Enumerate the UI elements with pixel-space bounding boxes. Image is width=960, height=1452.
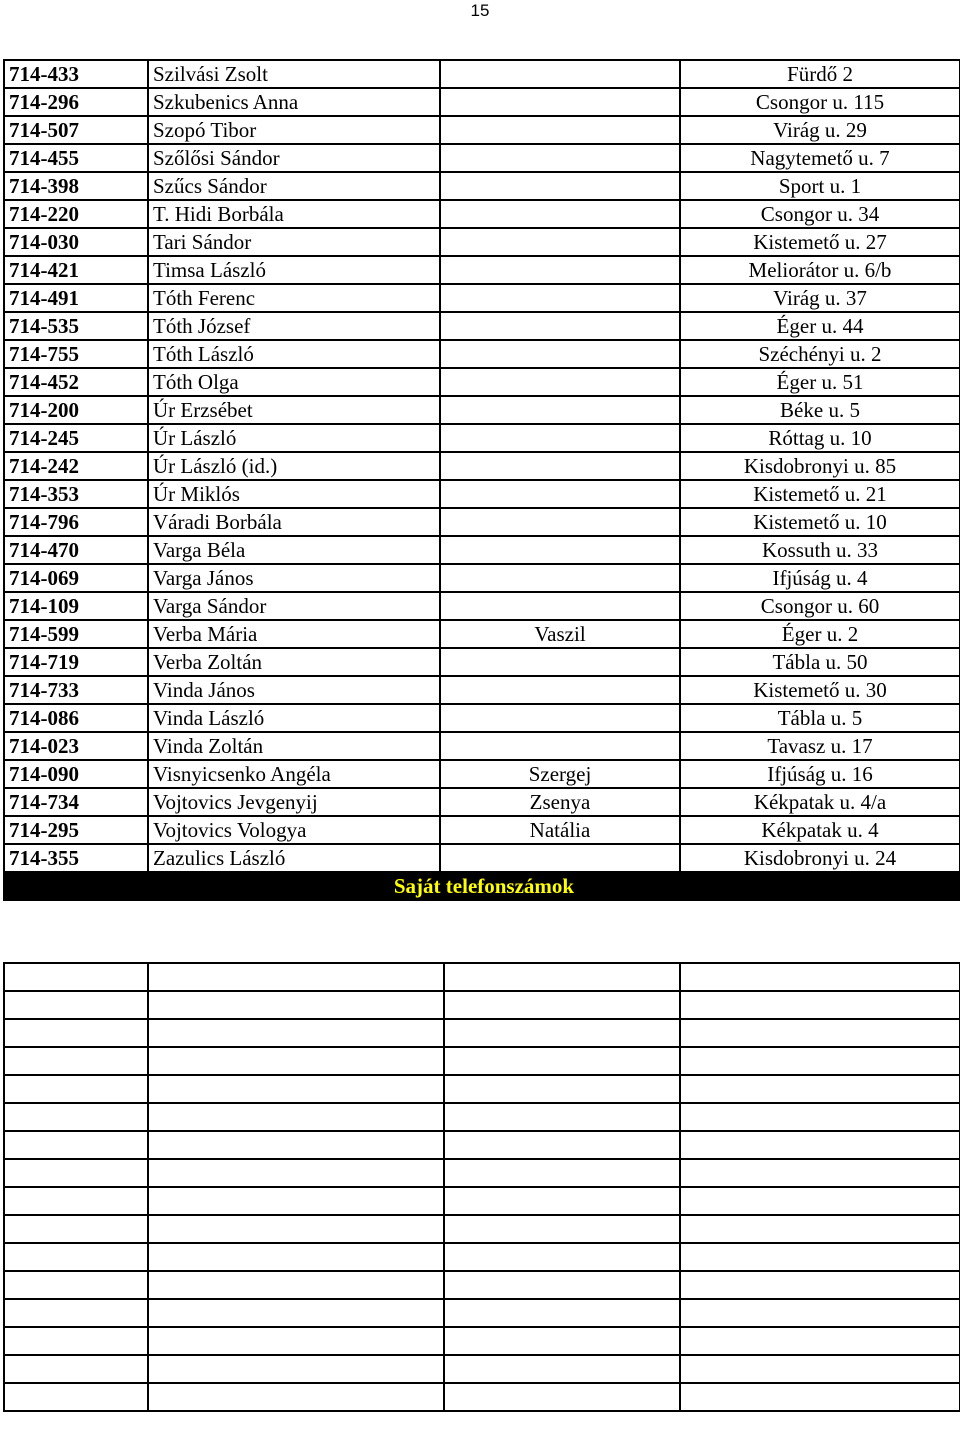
extra-name-cell — [440, 172, 680, 200]
extra-name-cell: Zsenya — [440, 788, 680, 816]
blank-cell — [680, 1019, 960, 1047]
subscriber-name-cell: Szűcs Sándor — [148, 172, 440, 200]
blank-cell — [148, 1159, 444, 1187]
phone-number-cell: 714-220 — [4, 200, 148, 228]
directory-row — [4, 480, 960, 508]
extra-name-cell — [440, 508, 680, 536]
blank-cell — [148, 1131, 444, 1159]
blank-cell — [680, 1187, 960, 1215]
extra-name-cell — [440, 396, 680, 424]
address-cell: Virág u. 29 — [680, 116, 960, 144]
directory-row — [4, 760, 960, 788]
directory-row — [4, 788, 960, 816]
blank-cell — [148, 1075, 444, 1103]
blank-cell — [4, 1355, 148, 1383]
subscriber-name-cell: Úr László (id.) — [148, 452, 440, 480]
directory-row — [4, 200, 960, 228]
blank-cell — [148, 1047, 444, 1075]
subscriber-name-cell: Vojtovics Jevgenyij — [148, 788, 440, 816]
extra-name-cell — [440, 676, 680, 704]
directory-row — [4, 704, 960, 732]
extra-name-cell — [440, 256, 680, 284]
directory-row — [4, 368, 960, 396]
phone-number-cell: 714-421 — [4, 256, 148, 284]
subscriber-name-cell: Varga Sándor — [148, 592, 440, 620]
phone-number-cell: 714-069 — [4, 564, 148, 592]
address-cell: Kistemető u. 10 — [680, 508, 960, 536]
address-cell: Tábla u. 50 — [680, 648, 960, 676]
blank-entry-body — [4, 963, 960, 1411]
address-cell: Csongor u. 60 — [680, 592, 960, 620]
subscriber-name-cell: Verba Mária — [148, 620, 440, 648]
address-cell: Nagytemető u. 7 — [680, 144, 960, 172]
address-cell: Tábla u. 5 — [680, 704, 960, 732]
directory-row — [4, 116, 960, 144]
subscriber-name-cell: Varga Béla — [148, 536, 440, 564]
page-number: 15 — [470, 1, 490, 20]
address-cell: Kossuth u. 33 — [680, 536, 960, 564]
blank-cell — [4, 1019, 148, 1047]
subscriber-name-cell: Úr Miklós — [148, 480, 440, 508]
extra-name-cell — [440, 536, 680, 564]
subscriber-name-cell: T. Hidi Borbála — [148, 200, 440, 228]
address-cell: Csongor u. 115 — [680, 88, 960, 116]
phone-number-cell: 714-023 — [4, 732, 148, 760]
address-cell: Kisdobronyi u. 24 — [680, 844, 960, 872]
phone-number-cell: 714-455 — [4, 144, 148, 172]
subscriber-name-cell: Verba Zoltán — [148, 648, 440, 676]
blank-cell — [4, 963, 148, 991]
phone-number-cell: 714-734 — [4, 788, 148, 816]
subscriber-name-cell: Szopó Tibor — [148, 116, 440, 144]
blank-cell — [4, 1103, 148, 1131]
phone-number-cell: 714-535 — [4, 312, 148, 340]
blank-cell — [148, 963, 444, 991]
directory-row — [4, 60, 960, 88]
subscriber-name-cell: Szőlősi Sándor — [148, 144, 440, 172]
blank-cell — [444, 1187, 680, 1215]
directory-row — [4, 648, 960, 676]
blank-cell — [680, 1159, 960, 1187]
blank-cell — [444, 1131, 680, 1159]
subscriber-name-cell: Váradi Borbála — [148, 508, 440, 536]
blank-cell — [4, 1047, 148, 1075]
directory-row — [4, 732, 960, 760]
blank-cell — [444, 1327, 680, 1355]
blank-cell — [444, 1271, 680, 1299]
blank-row — [4, 1327, 960, 1355]
address-cell: Éger u. 51 — [680, 368, 960, 396]
phone-number-cell: 714-796 — [4, 508, 148, 536]
subscriber-name-cell: Visnyicsenko Angéla — [148, 760, 440, 788]
phone-number-cell: 714-355 — [4, 844, 148, 872]
blank-cell — [4, 1215, 148, 1243]
extra-name-cell — [440, 312, 680, 340]
extra-name-cell — [440, 340, 680, 368]
extra-name-cell: Vaszil — [440, 620, 680, 648]
extra-name-cell — [440, 732, 680, 760]
blank-cell — [148, 1271, 444, 1299]
blank-cell — [680, 1215, 960, 1243]
blank-cell — [4, 1327, 148, 1355]
directory-row — [4, 536, 960, 564]
blank-cell — [148, 1215, 444, 1243]
blank-cell — [148, 991, 444, 1019]
blank-cell — [444, 963, 680, 991]
blank-row — [4, 1299, 960, 1327]
phone-directory-table — [3, 59, 960, 901]
phone-number-cell: 714-491 — [4, 284, 148, 312]
address-cell: Csongor u. 34 — [680, 200, 960, 228]
blank-cell — [4, 1383, 148, 1411]
blank-cell — [444, 1243, 680, 1271]
extra-name-cell: Natália — [440, 816, 680, 844]
phone-number-cell: 714-755 — [4, 340, 148, 368]
subscriber-name-cell: Tóth Olga — [148, 368, 440, 396]
address-cell: Kistemető u. 27 — [680, 228, 960, 256]
subscriber-name-cell: Tóth László — [148, 340, 440, 368]
blank-row — [4, 963, 960, 991]
blank-row — [4, 1047, 960, 1075]
blank-cell — [148, 1327, 444, 1355]
blank-cell — [444, 1047, 680, 1075]
directory-row — [4, 396, 960, 424]
blank-row — [4, 1187, 960, 1215]
phone-number-cell: 714-452 — [4, 368, 148, 396]
directory-row — [4, 144, 960, 172]
phone-number-cell: 714-353 — [4, 480, 148, 508]
blank-cell — [680, 1327, 960, 1355]
address-cell: Kékpatak u. 4 — [680, 816, 960, 844]
directory-row — [4, 228, 960, 256]
address-cell: Ifjúság u. 16 — [680, 760, 960, 788]
blank-cell — [4, 1271, 148, 1299]
blank-cell — [4, 1243, 148, 1271]
subscriber-name-cell: Vinda László — [148, 704, 440, 732]
subscriber-name-cell: Tari Sándor — [148, 228, 440, 256]
blank-row — [4, 991, 960, 1019]
subscriber-name-cell: Vojtovics Vologya — [148, 816, 440, 844]
address-cell: Kisdobronyi u. 85 — [680, 452, 960, 480]
blank-cell — [680, 1047, 960, 1075]
subscriber-name-cell: Úr Erzsébet — [148, 396, 440, 424]
address-cell: Éger u. 2 — [680, 620, 960, 648]
blank-row — [4, 1271, 960, 1299]
extra-name-cell — [440, 88, 680, 116]
extra-name-cell — [440, 228, 680, 256]
phone-number-cell: 714-470 — [4, 536, 148, 564]
address-cell: Meliorátor u. 6/b — [680, 256, 960, 284]
blank-cell — [148, 1103, 444, 1131]
phone-number-cell: 714-296 — [4, 88, 148, 116]
phone-number-cell: 714-245 — [4, 424, 148, 452]
blank-cell — [444, 991, 680, 1019]
blank-cell — [680, 1355, 960, 1383]
extra-name-cell — [440, 648, 680, 676]
blank-cell — [680, 1131, 960, 1159]
blank-cell — [148, 1019, 444, 1047]
subscriber-name-cell: Vinda János — [148, 676, 440, 704]
address-cell: Kékpatak u. 4/a — [680, 788, 960, 816]
section-header-own-numbers: Saját telefonszámok — [4, 872, 960, 900]
directory-row — [4, 256, 960, 284]
blank-cell — [4, 1159, 148, 1187]
directory-row — [4, 564, 960, 592]
blank-cell — [444, 1159, 680, 1187]
directory-row — [4, 592, 960, 620]
directory-row — [4, 508, 960, 536]
extra-name-cell — [440, 480, 680, 508]
address-cell: Róttag u. 10 — [680, 424, 960, 452]
address-cell: Fürdő 2 — [680, 60, 960, 88]
address-cell: Széchényi u. 2 — [680, 340, 960, 368]
blank-row — [4, 1075, 960, 1103]
subscriber-name-cell: Szkubenics Anna — [148, 88, 440, 116]
directory-row — [4, 424, 960, 452]
phone-number-cell: 714-109 — [4, 592, 148, 620]
extra-name-cell — [440, 704, 680, 732]
directory-row — [4, 88, 960, 116]
address-cell: Virág u. 37 — [680, 284, 960, 312]
blank-cell — [680, 1299, 960, 1327]
directory-row — [4, 844, 960, 872]
blank-row — [4, 1383, 960, 1411]
address-cell: Béke u. 5 — [680, 396, 960, 424]
phone-number-cell: 714-200 — [4, 396, 148, 424]
subscriber-name-cell: Zazulics László — [148, 844, 440, 872]
extra-name-cell — [440, 284, 680, 312]
directory-row — [4, 620, 960, 648]
blank-row — [4, 1131, 960, 1159]
address-cell: Kistemető u. 30 — [680, 676, 960, 704]
phone-number-cell: 714-242 — [4, 452, 148, 480]
subscriber-name-cell: Úr László — [148, 424, 440, 452]
phone-number-cell: 714-295 — [4, 816, 148, 844]
blank-cell — [444, 1299, 680, 1327]
subscriber-name-cell: Vinda Zoltán — [148, 732, 440, 760]
phone-number-cell: 714-599 — [4, 620, 148, 648]
blank-cell — [680, 1075, 960, 1103]
extra-name-cell — [440, 144, 680, 172]
address-cell: Tavasz u. 17 — [680, 732, 960, 760]
blank-cell — [444, 1383, 680, 1411]
directory-row — [4, 312, 960, 340]
blank-cell — [148, 1299, 444, 1327]
extra-name-cell — [440, 200, 680, 228]
directory-row — [4, 676, 960, 704]
extra-name-cell — [440, 844, 680, 872]
phone-directory-body — [4, 60, 960, 872]
extra-name-cell — [440, 60, 680, 88]
directory-row — [4, 284, 960, 312]
blank-cell — [680, 1103, 960, 1131]
extra-name-cell — [440, 592, 680, 620]
address-cell: Kistemető u. 21 — [680, 480, 960, 508]
blank-row — [4, 1159, 960, 1187]
blank-row — [4, 1243, 960, 1271]
blank-cell — [680, 1271, 960, 1299]
blank-cell — [444, 1019, 680, 1047]
blank-cell — [148, 1243, 444, 1271]
blank-cell — [680, 963, 960, 991]
blank-cell — [4, 1299, 148, 1327]
blank-row — [4, 1215, 960, 1243]
address-cell: Ifjúság u. 4 — [680, 564, 960, 592]
extra-name-cell — [440, 368, 680, 396]
phone-number-cell: 714-090 — [4, 760, 148, 788]
blank-cell — [4, 1187, 148, 1215]
subscriber-name-cell: Timsa László — [148, 256, 440, 284]
blank-cell — [148, 1383, 444, 1411]
phone-number-cell: 714-030 — [4, 228, 148, 256]
directory-row — [4, 816, 960, 844]
blank-cell — [4, 991, 148, 1019]
subscriber-name-cell: Varga János — [148, 564, 440, 592]
blank-cell — [680, 991, 960, 1019]
extra-name-cell: Szergej — [440, 760, 680, 788]
blank-cell — [444, 1103, 680, 1131]
extra-name-cell — [440, 116, 680, 144]
subscriber-name-cell: Tóth József — [148, 312, 440, 340]
section-header-row — [4, 872, 960, 900]
subscriber-name-cell: Szilvási Zsolt — [148, 60, 440, 88]
blank-cell — [444, 1075, 680, 1103]
blank-cell — [4, 1131, 148, 1159]
address-cell: Sport u. 1 — [680, 172, 960, 200]
directory-row — [4, 172, 960, 200]
phone-number-cell: 714-433 — [4, 60, 148, 88]
phone-number-cell: 714-507 — [4, 116, 148, 144]
blank-cell — [148, 1187, 444, 1215]
directory-row — [4, 340, 960, 368]
blank-cell — [148, 1355, 444, 1383]
extra-name-cell — [440, 452, 680, 480]
blank-cell — [444, 1355, 680, 1383]
blank-cell — [4, 1075, 148, 1103]
blank-row — [4, 1355, 960, 1383]
blank-cell — [680, 1383, 960, 1411]
extra-name-cell — [440, 424, 680, 452]
address-cell: Éger u. 44 — [680, 312, 960, 340]
extra-name-cell — [440, 564, 680, 592]
directory-row — [4, 452, 960, 480]
phone-number-cell: 714-086 — [4, 704, 148, 732]
subscriber-name-cell: Tóth Ferenc — [148, 284, 440, 312]
phone-number-cell: 714-398 — [4, 172, 148, 200]
phone-number-cell: 714-719 — [4, 648, 148, 676]
blank-cell — [444, 1215, 680, 1243]
blank-row — [4, 1103, 960, 1131]
blank-entry-table — [3, 962, 960, 1412]
blank-cell — [680, 1243, 960, 1271]
phone-number-cell: 714-733 — [4, 676, 148, 704]
blank-row — [4, 1019, 960, 1047]
